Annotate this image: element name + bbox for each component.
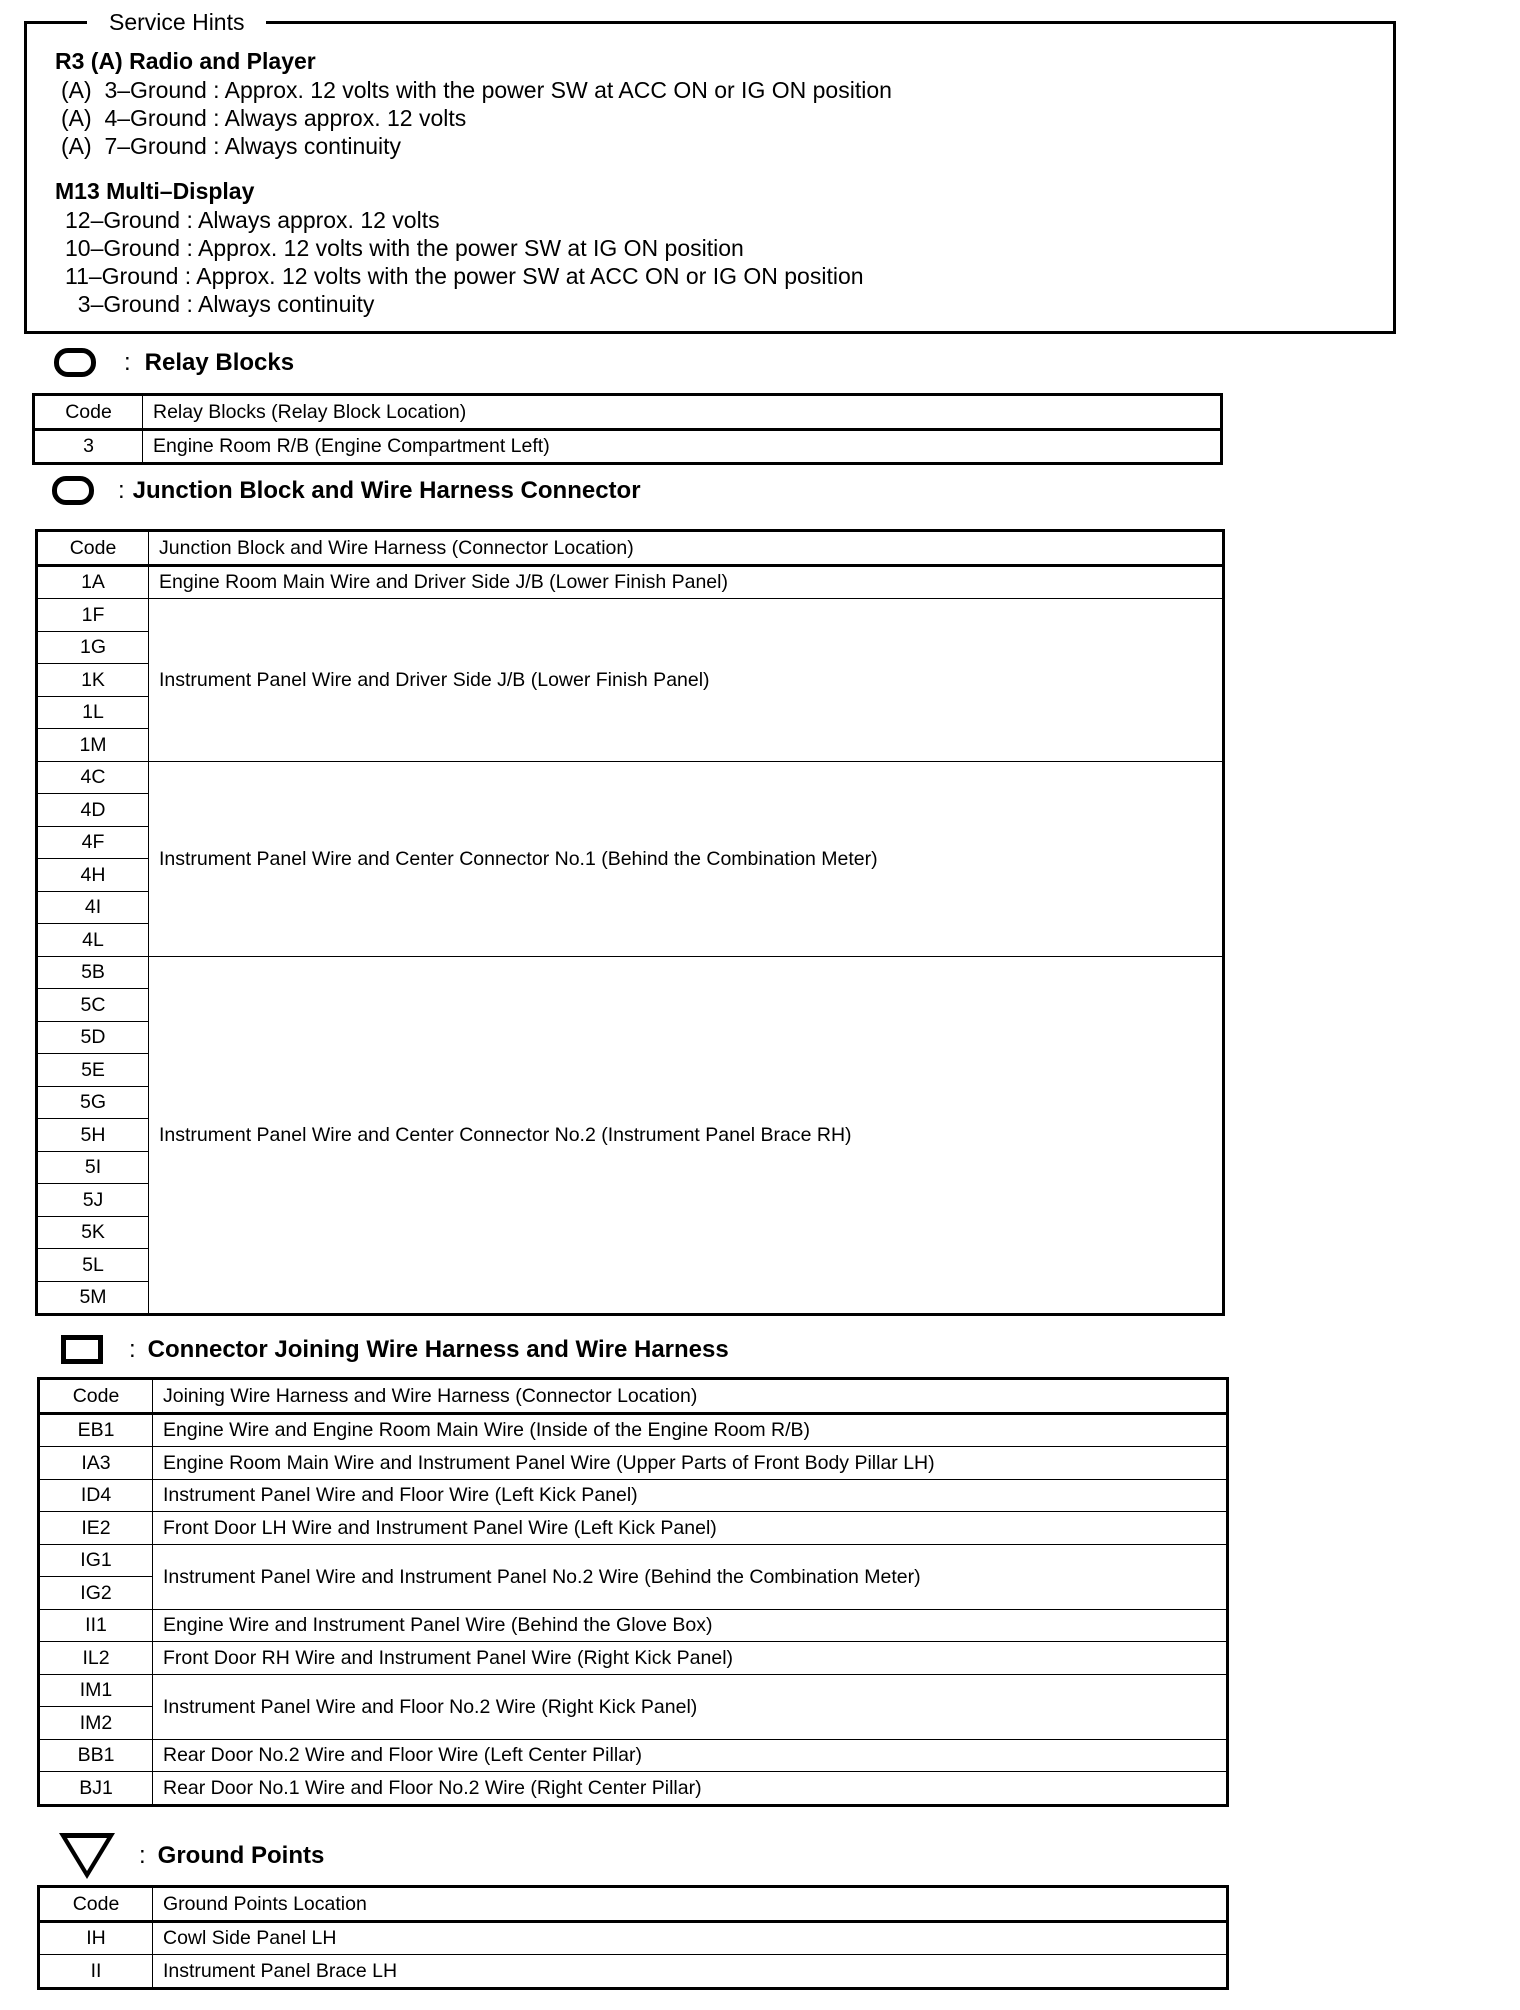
table-row (39, 1739, 1228, 1772)
location-cell: Front Door LH Wire and Instrument Panel Wire (Left Kick Panel) (153, 1512, 1228, 1545)
section-colon: : (129, 1335, 136, 1363)
relay-blocks-header (54, 348, 294, 377)
code-cell: 5K (37, 1216, 149, 1249)
triangle-symbol-icon (59, 1833, 115, 1879)
connectors-header (61, 1335, 729, 1364)
location-cell: Engine Wire and Instrument Panel Wire (Behind the Glove Box) (153, 1609, 1228, 1642)
connectors-title: Connector Joining Wire Harness and Wire Harness (147, 1335, 729, 1363)
code-cell: 4H (37, 859, 149, 892)
code-cell: 5C (37, 989, 149, 1022)
service-hints-box (24, 9, 1396, 334)
location-cell: Instrument Panel Wire and Floor Wire (Left Kick Panel) (153, 1479, 1228, 1512)
hint-heading: M13 Multi–Display (55, 178, 255, 204)
location-cell: Engine Wire and Engine Room Main Wire (Inside of the Engine Room R/B) (153, 1413, 1228, 1447)
location-cell: Rear Door No.1 Wire and Floor No.2 Wire (Right Center Pillar) (153, 1772, 1228, 1806)
location-cell: Rear Door No.2 Wire and Floor Wire (Left Center Pillar) (153, 1739, 1228, 1772)
code-cell: II (39, 1955, 153, 1989)
code-cell: 5M (37, 1281, 149, 1315)
header-cell: Junction Block and Wire Harness (Connector Location) (149, 531, 1224, 566)
code-cell: 1M (37, 729, 149, 762)
table-row (37, 761, 1224, 794)
hint-line: 10–Ground : Approx. 12 volts with the power SW at IG ON position (65, 235, 744, 261)
connectors-table (37, 1377, 1229, 1807)
code-cell: IA3 (39, 1447, 153, 1480)
table-row (39, 1447, 1228, 1480)
code-cell: IG1 (39, 1544, 153, 1577)
header-cell: Code (39, 1379, 153, 1414)
section-colon: : (118, 476, 125, 504)
service-hints-title: Service Hints (87, 9, 266, 35)
ground-points-title: Ground Points (157, 1842, 325, 1869)
table-row (39, 1544, 1228, 1577)
table-row (39, 1512, 1228, 1545)
hint-line: 3–Ground : Always continuity (65, 291, 375, 317)
table-row (39, 1479, 1228, 1512)
code-cell: 5E (37, 1054, 149, 1087)
code-cell: ID4 (39, 1479, 153, 1512)
code-cell: 1A (37, 565, 149, 599)
table-row (39, 1642, 1228, 1675)
code-cell: 5B (37, 956, 149, 989)
code-cell: 5H (37, 1119, 149, 1152)
header-cell: Joining Wire Harness and Wire Harness (Connector Location) (153, 1379, 1228, 1414)
code-cell: IG2 (39, 1577, 153, 1610)
location-cell: Engine Room R/B (Engine Compartment Left) (143, 429, 1222, 464)
code-cell: IM1 (39, 1674, 153, 1707)
hint-group-m13 (55, 176, 1373, 318)
table-row (37, 956, 1224, 989)
code-cell: 5I (37, 1151, 149, 1184)
header-cell: Code (39, 1887, 153, 1922)
code-cell: BB1 (39, 1739, 153, 1772)
hint-line: (A) 7–Ground : Always continuity (61, 133, 402, 159)
table-header-row (37, 531, 1224, 566)
relay-blocks-title: Relay Blocks (144, 348, 295, 376)
header-cell: Ground Points Location (153, 1887, 1228, 1922)
junction-blocks-table (35, 529, 1225, 1316)
code-cell: IM2 (39, 1707, 153, 1740)
table-row (39, 1674, 1228, 1707)
code-cell: BJ1 (39, 1772, 153, 1806)
code-cell: 3 (34, 429, 143, 464)
location-cell: Instrument Panel Wire and Floor No.2 Wire (Right Kick Panel) (153, 1674, 1228, 1739)
code-cell: 1G (37, 631, 149, 664)
location-cell: Cowl Side Panel LH (153, 1921, 1228, 1955)
junction-blocks-title: Junction Block and Wire Harness Connector (132, 476, 641, 504)
ground-points-header (59, 1833, 324, 1879)
code-cell: 5G (37, 1086, 149, 1119)
header-cell: Code (37, 531, 149, 566)
code-cell: 1K (37, 664, 149, 697)
code-cell: 4D (37, 794, 149, 827)
hint-heading: R3 (A) Radio and Player (55, 48, 316, 74)
code-cell: 4L (37, 924, 149, 957)
ground-points-table (37, 1885, 1229, 1990)
square-symbol-icon (61, 1335, 103, 1364)
oval-symbol-icon (52, 476, 94, 505)
location-cell: Engine Room Main Wire and Driver Side J/B (Lower Finish Panel) (149, 565, 1224, 599)
code-cell: 4C (37, 761, 149, 794)
location-cell: Engine Room Main Wire and Instrument Panel Wire (Upper Parts of Front Body Pillar LH) (153, 1447, 1228, 1480)
location-cell: Front Door RH Wire and Instrument Panel Wire (Right Kick Panel) (153, 1642, 1228, 1675)
location-cell: Instrument Panel Wire and Center Connector No.2 (Instrument Panel Brace RH) (149, 956, 1224, 1315)
code-cell: 4F (37, 826, 149, 859)
code-cell: 5J (37, 1184, 149, 1217)
hint-line: (A) 4–Ground : Always approx. 12 volts (61, 105, 467, 131)
code-cell: 5L (37, 1249, 149, 1282)
header-cell: Code (34, 395, 143, 430)
table-row (37, 565, 1224, 599)
table-row (39, 1772, 1228, 1806)
oval-symbol-icon (54, 348, 96, 377)
table-row (39, 1609, 1228, 1642)
code-cell: IL2 (39, 1642, 153, 1675)
table-header-row (39, 1887, 1228, 1922)
location-cell: Instrument Panel Brace LH (153, 1955, 1228, 1989)
table-header-row (39, 1379, 1228, 1414)
hint-line: (A) 3–Ground : Approx. 12 volts with the power SW at ACC ON or IG ON position (61, 77, 892, 103)
location-cell: Instrument Panel Wire and Center Connector No.1 (Behind the Combination Meter) (149, 761, 1224, 956)
code-cell: EB1 (39, 1413, 153, 1447)
junction-blocks-header (52, 476, 641, 505)
hint-line: 11–Ground : Approx. 12 volts with the power SW at ACC ON or IG ON position (65, 263, 864, 289)
code-cell: IE2 (39, 1512, 153, 1545)
section-colon: : (139, 1842, 146, 1869)
table-row (39, 1921, 1228, 1955)
code-cell: 5D (37, 1021, 149, 1054)
code-cell: 1F (37, 599, 149, 632)
hint-line: 12–Ground : Always approx. 12 volts (65, 207, 440, 233)
location-cell: Instrument Panel Wire and Driver Side J/B (Lower Finish Panel) (149, 599, 1224, 762)
section-colon: : (124, 348, 131, 376)
code-cell: 1L (37, 696, 149, 729)
table-row (39, 1413, 1228, 1447)
table-row (37, 599, 1224, 632)
hint-group-r3 (55, 46, 1373, 160)
code-cell: 4I (37, 891, 149, 924)
header-cell: Relay Blocks (Relay Block Location) (143, 395, 1222, 430)
code-cell: IH (39, 1921, 153, 1955)
location-cell: Instrument Panel Wire and Instrument Panel No.2 Wire (Behind the Combination Meter) (153, 1544, 1228, 1609)
table-header-row (34, 395, 1222, 430)
table-row (39, 1955, 1228, 1989)
relay-blocks-table (32, 393, 1223, 465)
table-row (34, 429, 1222, 464)
code-cell: II1 (39, 1609, 153, 1642)
